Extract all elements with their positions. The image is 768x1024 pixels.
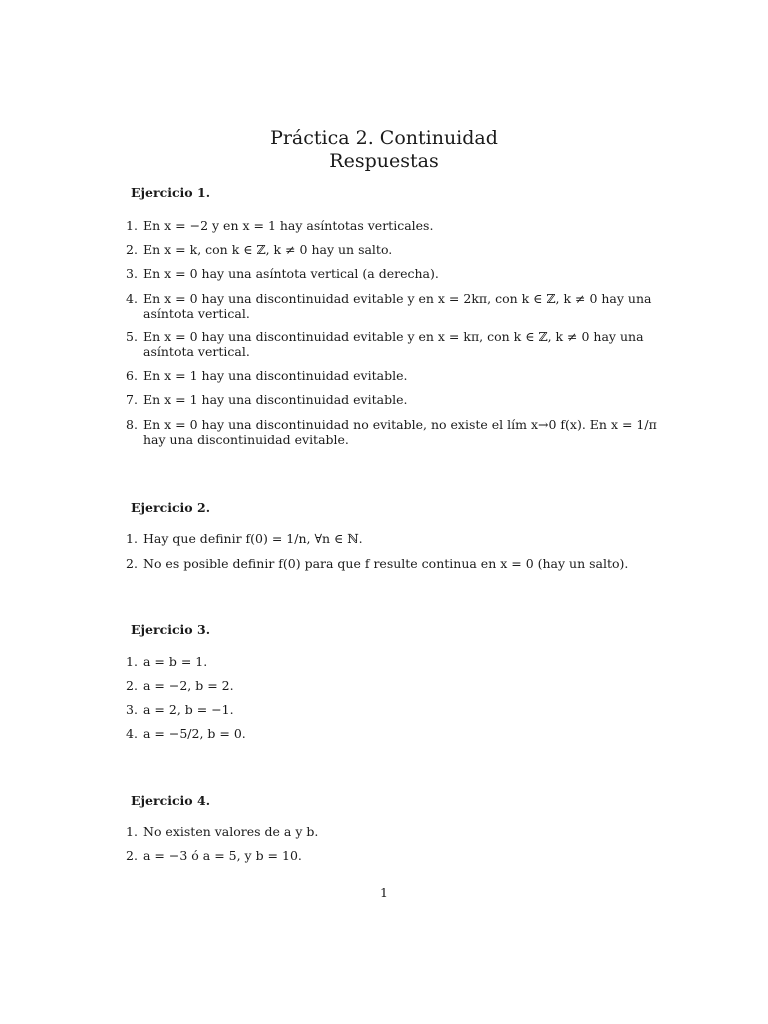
item-text: No es posible definir f(0) para que f resulte continua en x = 0 (hay un salto).	[143, 556, 629, 571]
list-item	[126, 848, 669, 863]
section-heading-ejercicio-1: Ejercicio 1.	[131, 185, 211, 200]
item-text: En x = k, con k ∈ ℤ, k ≠ 0 hay un salto.	[143, 242, 393, 257]
page-title: Práctica 2. Continuidad	[270, 127, 498, 149]
item-text: Hay que definir f(0) = 1/n, ∀n ∈ ℕ.	[143, 531, 363, 546]
item-number: 1.	[126, 531, 138, 546]
item-text: En x = 0 hay una discontinuidad no evitable, no existe el lím x→0 f(x). En x = 1/π hay una discontinuidad evitable.	[143, 417, 657, 447]
item-number: 3.	[126, 266, 138, 281]
item-text: a = 2, b = −1.	[143, 702, 234, 717]
item-number: 1.	[126, 654, 138, 669]
item-number: 1.	[126, 218, 138, 233]
list-item	[126, 654, 669, 669]
item-text: En x = 0 hay una discontinuidad evitable y en x = 2kπ, con k ∈ ℤ, k ≠ 0 hay una asíntota vertical.	[143, 291, 652, 321]
item-number: 6.	[126, 368, 138, 383]
item-number: 1.	[126, 824, 138, 839]
list-item	[126, 531, 669, 546]
list-item	[126, 417, 669, 447]
item-number: 2.	[126, 678, 138, 693]
list-item	[126, 556, 669, 571]
section-heading-ejercicio-4: Ejercicio 4.	[131, 793, 211, 808]
page-subtitle: Respuestas	[329, 150, 439, 172]
page-number: 1	[380, 885, 388, 900]
item-number: 2.	[126, 556, 138, 571]
section-heading-ejercicio-3: Ejercicio 3.	[131, 622, 211, 637]
item-text: En x = 1 hay una discontinuidad evitable.	[143, 368, 408, 383]
item-text: a = b = 1.	[143, 654, 208, 669]
list-item	[126, 218, 669, 233]
list-item	[126, 678, 669, 693]
list-item	[126, 392, 669, 407]
item-text: a = −2, b = 2.	[143, 678, 234, 693]
list-item	[126, 266, 669, 281]
item-number: 4.	[126, 291, 138, 306]
item-number: 2.	[126, 848, 138, 863]
list-item	[126, 242, 669, 257]
item-number: 7.	[126, 392, 138, 407]
list-item	[126, 726, 669, 741]
item-text: a = −5/2, b = 0.	[143, 726, 246, 741]
section-heading-ejercicio-2: Ejercicio 2.	[131, 500, 211, 515]
item-number: 5.	[126, 329, 138, 344]
item-number: 8.	[126, 417, 138, 432]
list-item	[126, 702, 669, 717]
list-item	[126, 291, 669, 321]
item-number: 2.	[126, 242, 138, 257]
list-item	[126, 824, 669, 839]
list-item	[126, 329, 669, 359]
item-text: En x = 1 hay una discontinuidad evitable.	[143, 392, 408, 407]
item-text: En x = 0 hay una discontinuidad evitable y en x = kπ, con k ∈ ℤ, k ≠ 0 hay una asíntota vertical.	[143, 329, 644, 359]
item-text: No existen valores de a y b.	[143, 824, 319, 839]
item-text: a = −3 ó a = 5, y b = 10.	[143, 848, 302, 863]
list-item	[126, 368, 669, 383]
item-text: En x = −2 y en x = 1 hay asíntotas verticales.	[143, 218, 434, 233]
item-number: 4.	[126, 726, 138, 741]
item-number: 3.	[126, 702, 138, 717]
item-text: En x = 0 hay una asíntota vertical (a derecha).	[143, 266, 439, 281]
